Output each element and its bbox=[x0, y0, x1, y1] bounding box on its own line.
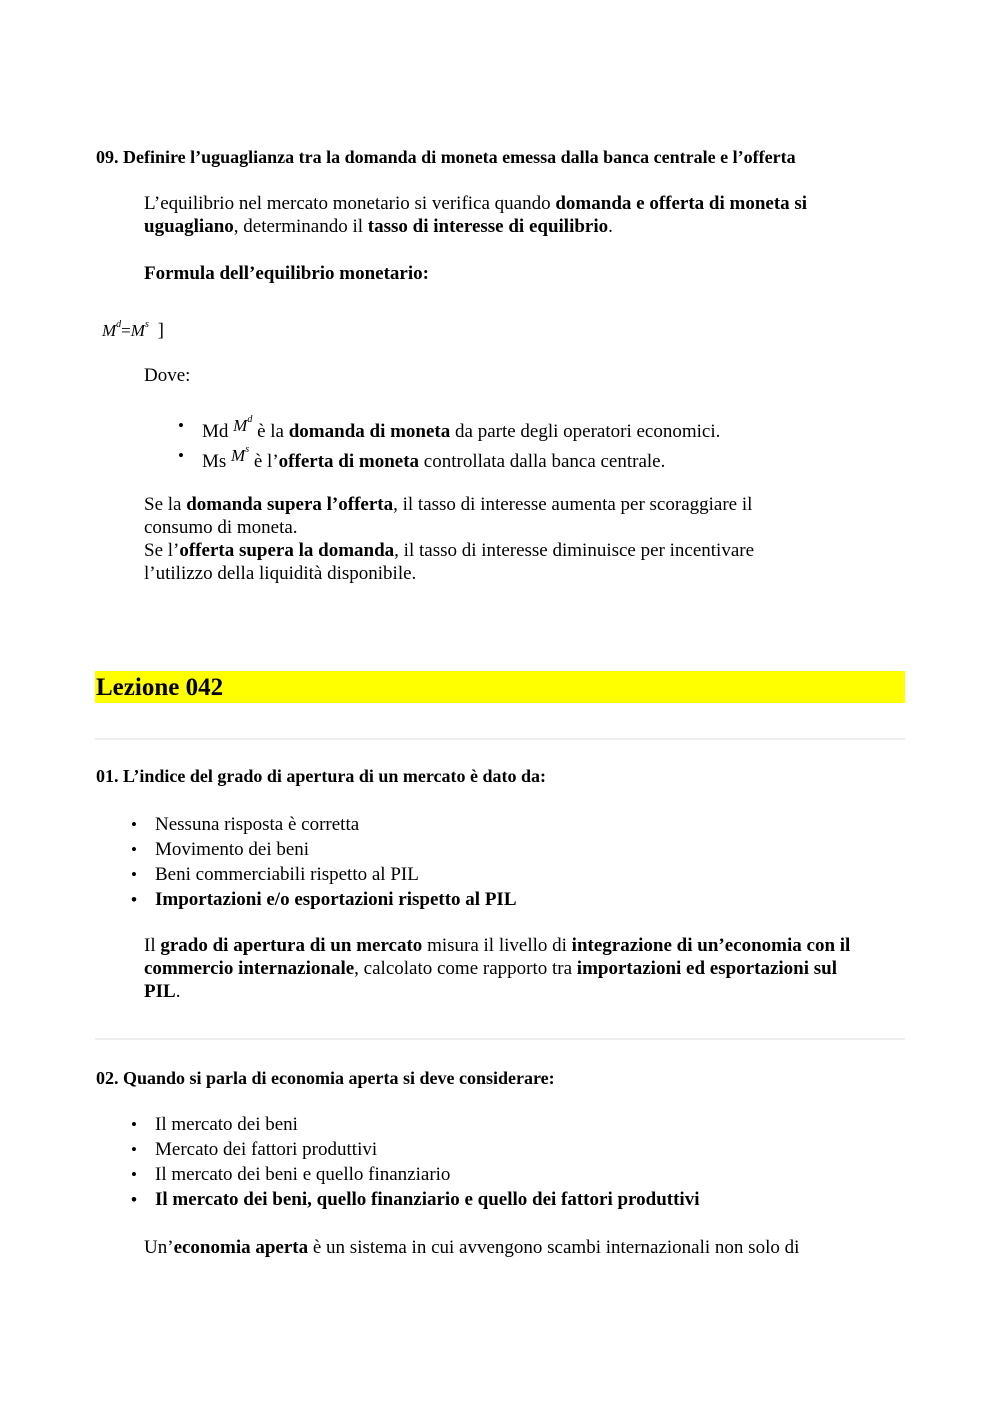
divider bbox=[95, 1038, 905, 1040]
list-item: • Md $M^d$ è la domanda di moneta da parte degli operatori economici. bbox=[178, 413, 720, 438]
divider bbox=[95, 738, 905, 740]
dove-label: Dove: bbox=[144, 365, 191, 386]
q01-options-list bbox=[131, 812, 517, 912]
option-item: • Beni commerciabili rispetto al PIL bbox=[131, 862, 517, 887]
option-item: • Il mercato dei beni e quello finanziario bbox=[131, 1162, 699, 1187]
list-item: • Ms $M^s$ è l’offerta di moneta controllata dalla banca centrale. bbox=[178, 443, 720, 468]
q09-paragraph-equilibrium: L’equilibrio nel mercato monetario si verifica quando domanda e offerta di moneta si uguagliano, determinando il tasso di interesse di equilibrio. bbox=[144, 193, 808, 237]
question-01-title: 01. L’indice del grado di apertura di un mercato è dato da: bbox=[96, 766, 547, 786]
q02-explanation: Un’economia aperta è un sistema in cui avvengono scambi internazionali non solo di bbox=[144, 1237, 800, 1258]
question-02-title: 02. Quando si parla di economia aperta si deve considerare: bbox=[96, 1068, 555, 1088]
option-item: • Mercato dei fattori produttivi bbox=[131, 1137, 699, 1162]
q01-explanation: Il grado di apertura di un mercato misura il livello di integrazione di un’economia con il commercio internazionale, calcolato come rapporto tra importazioni ed esportazioni sul PIL. bbox=[144, 935, 851, 1002]
q09-paragraph-excess-supply: Se l’offerta supera la domanda, il tasso di interesse diminuisce per incentivare l’utilizzo della liquidità disponibile. bbox=[144, 540, 755, 584]
option-item-correct: • Il mercato dei beni, quello finanziario e quello dei fattori produttivi bbox=[131, 1187, 699, 1212]
formula-equation: $M^d=M^s$ ] bbox=[102, 319, 164, 341]
formula-heading: Formula dell’equilibrio monetario: bbox=[144, 263, 429, 284]
option-item: • Nessuna risposta è corretta bbox=[131, 812, 517, 837]
option-item-correct: • Importazioni e/o esportazioni rispetto al PIL bbox=[131, 887, 517, 912]
lesson-heading: Lezione 042 bbox=[95, 671, 905, 703]
option-item: • Movimento dei beni bbox=[131, 837, 517, 862]
q02-options-list bbox=[131, 1112, 699, 1212]
q09-paragraph-excess-demand: Se la domanda supera l’offerta, il tasso di interesse aumenta per scoraggiare il consumo di moneta. bbox=[144, 494, 753, 538]
question-09-title: 09. Definire l’uguaglianza tra la domanda di moneta emessa dalla banca centrale e l’offerta bbox=[96, 147, 796, 167]
option-item: • Il mercato dei beni bbox=[131, 1112, 699, 1137]
q09-definitions-list bbox=[178, 413, 721, 472]
